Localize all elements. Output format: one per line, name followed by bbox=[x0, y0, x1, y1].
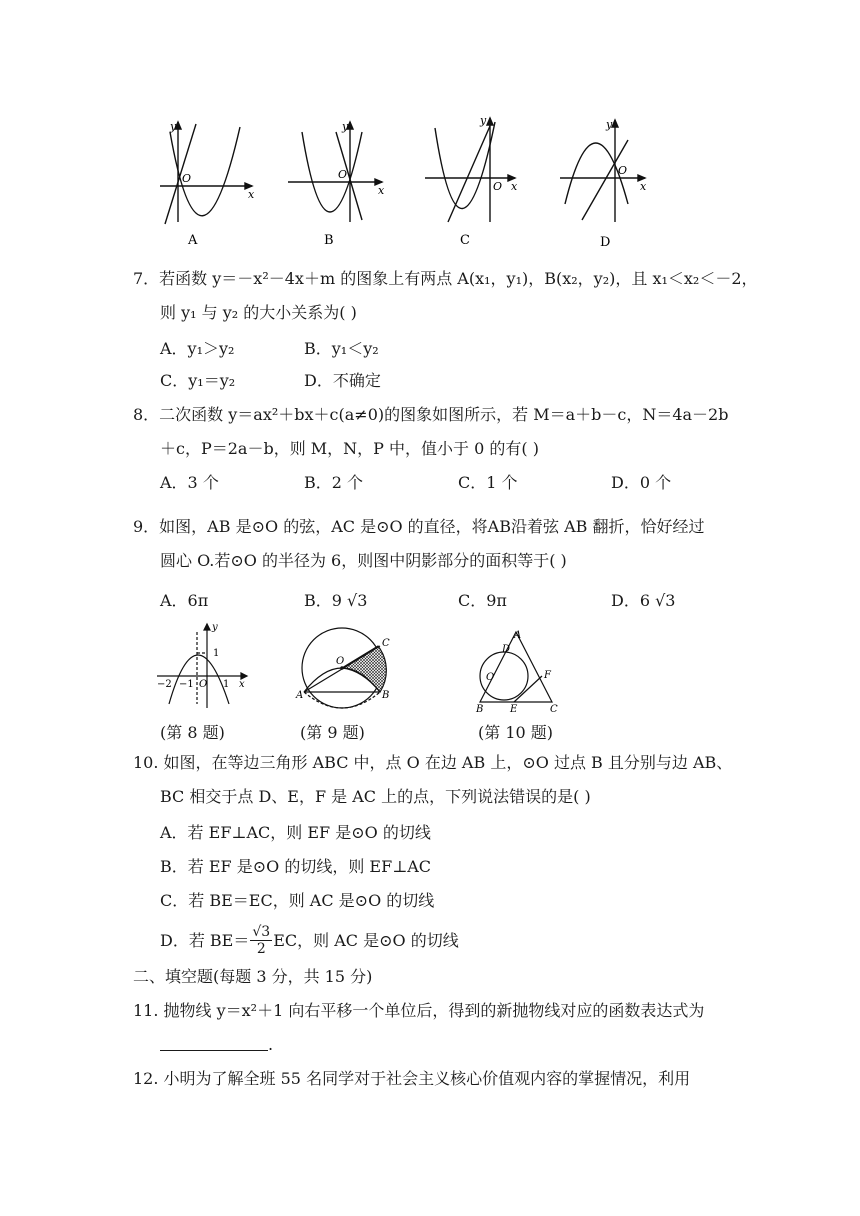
q10-option-d bbox=[160, 924, 459, 957]
q7-option-d: D．不确定 bbox=[304, 371, 381, 390]
q11-answer-blank[interactable] bbox=[160, 1050, 268, 1051]
q7-option-a: A．y₁＞y₂ bbox=[160, 339, 235, 358]
caption-fig9: (第 9 题) bbox=[300, 723, 365, 742]
q10-option-d-post: EC，则 AC 是⊙O 的切线 bbox=[273, 930, 459, 950]
q10-option-a: A．若 EF⊥AC，则 EF 是⊙O 的切线 bbox=[160, 823, 431, 842]
fig10-c: C bbox=[550, 704, 558, 714]
q9-option-a: A．6π bbox=[160, 591, 209, 610]
graph-d bbox=[560, 120, 645, 222]
graph-label-d: D bbox=[600, 235, 611, 250]
q10-option-d-denominator: 2 bbox=[256, 941, 266, 957]
q11-line1: 11. 抛物线 y＝x²＋1 向右平移一个单位后，得到的新抛物线对应的函数表达式为 bbox=[133, 1001, 705, 1020]
q10-option-c: C．若 BE＝EC，则 AC 是⊙O 的切线 bbox=[160, 891, 435, 910]
graph-c bbox=[425, 118, 515, 222]
graph-c-x: x bbox=[511, 180, 518, 193]
fig8-y: y bbox=[212, 622, 218, 633]
q10-line1: 10. 如图，在等边三角形 ABC 中，点 O 在边 AB 上，⊙O 过点 B 且分别与边 AB、 bbox=[133, 753, 733, 772]
fig9-b: B bbox=[382, 690, 390, 701]
q7-option-b: B．y₁＜y₂ bbox=[304, 339, 379, 358]
fig10-a: A bbox=[514, 630, 522, 641]
graph-label-b: B bbox=[324, 233, 334, 248]
graph-a-o: O bbox=[182, 172, 192, 185]
graph-options-figure bbox=[150, 112, 660, 252]
q8-option-a: A．3 个 bbox=[160, 473, 219, 492]
graph-b-y: y bbox=[342, 120, 349, 133]
graph-d-y: y bbox=[606, 118, 613, 131]
graph-d-x: x bbox=[640, 180, 647, 193]
q9-option-c: C．9π bbox=[458, 591, 507, 610]
fig10-b: B bbox=[476, 704, 484, 714]
fig9-a: A bbox=[296, 690, 304, 701]
q9-option-b: B．9 √3 bbox=[304, 591, 368, 610]
graph-b bbox=[288, 122, 382, 222]
fig10-d: D bbox=[502, 644, 511, 655]
q7-option-c: C．y₁＝y₂ bbox=[160, 371, 236, 390]
graph-d-o: O bbox=[618, 164, 628, 177]
q9-option-d: D．6 √3 bbox=[611, 591, 676, 610]
graph-b-x: x bbox=[378, 184, 385, 197]
graph-b-o: O bbox=[338, 168, 348, 181]
q10-option-d-numerator: √3 bbox=[252, 924, 271, 940]
q10-option-d-pre: D．若 BE＝ bbox=[160, 930, 250, 950]
q8-line1: 8．二次函数 y＝ax²＋bx＋c(a≠0)的图象如图所示，若 M＝a＋b－c，N＝4a－2b bbox=[133, 405, 729, 424]
graph-c-y: y bbox=[480, 114, 487, 127]
fig8-one: 1 bbox=[213, 648, 220, 659]
graph-c-o: O bbox=[493, 180, 503, 193]
fig10-e: E bbox=[510, 704, 518, 714]
fig8-m1: −1 bbox=[179, 679, 194, 690]
q10-option-d-fraction bbox=[250, 924, 272, 957]
figure-10 bbox=[470, 624, 570, 714]
q9-line2: 圆心 O.若⊙O 的半径为 6，则图中阴影部分的面积等于( ) bbox=[160, 551, 567, 570]
graph-label-a: A bbox=[188, 233, 198, 248]
fig8-x: x bbox=[239, 679, 245, 690]
fig10-f: F bbox=[544, 670, 551, 681]
graph-label-c: C bbox=[460, 233, 470, 248]
graph-a bbox=[160, 122, 252, 224]
fig9-c: C bbox=[382, 638, 390, 649]
section-2-heading: 二、填空题(每题 3 分，共 15 分) bbox=[133, 967, 373, 986]
q8-option-b: B．2 个 bbox=[304, 473, 364, 492]
fig8-o: O bbox=[199, 679, 208, 690]
figure-8 bbox=[155, 620, 255, 712]
q10-option-b: B．若 EF 是⊙O 的切线，则 EF⊥AC bbox=[160, 857, 432, 876]
q7-line2: 则 y₁ 与 y₂ 的大小关系为( ) bbox=[160, 303, 357, 322]
graph-a-y: y bbox=[170, 120, 177, 133]
q10-line2: BC 相交于点 D、E，F 是 AC 上的点，下列说法错误的是( ) bbox=[160, 787, 591, 806]
caption-fig10: (第 10 题) bbox=[478, 723, 554, 742]
q8-option-c: C．1 个 bbox=[458, 473, 518, 492]
q8-line2: ＋c，P＝2a－b，则 M，N，P 中，值小于 0 的有( ) bbox=[160, 439, 539, 458]
fig10-o: O bbox=[486, 672, 495, 683]
figure-9 bbox=[292, 624, 402, 710]
q9-line1: 9．如图，AB 是⊙O 的弦，AC 是⊙O 的直径，将AB沿着弦 AB 翻折，恰好经过 bbox=[133, 517, 705, 536]
q7-line1: 7．若函数 y＝－x²－4x＋m 的图象上有两点 A(x₁，y₁)，B(x₂，y₂)，且 x₁＜x₂＜－2， bbox=[133, 269, 758, 288]
q8-option-d: D．0 个 bbox=[611, 473, 672, 492]
graph-a-x: x bbox=[248, 188, 255, 201]
q12-line1: 12. 小明为了解全班 55 名同学对于社会主义核心价值观内容的掌握情况，利用 bbox=[133, 1069, 691, 1088]
fig8-m2: −2 bbox=[157, 679, 172, 690]
caption-fig8: (第 8 题) bbox=[160, 723, 225, 742]
q11-line2: . bbox=[268, 1035, 274, 1054]
fig8-tick1: 1 bbox=[223, 679, 230, 690]
fig9-o: O bbox=[336, 656, 345, 667]
